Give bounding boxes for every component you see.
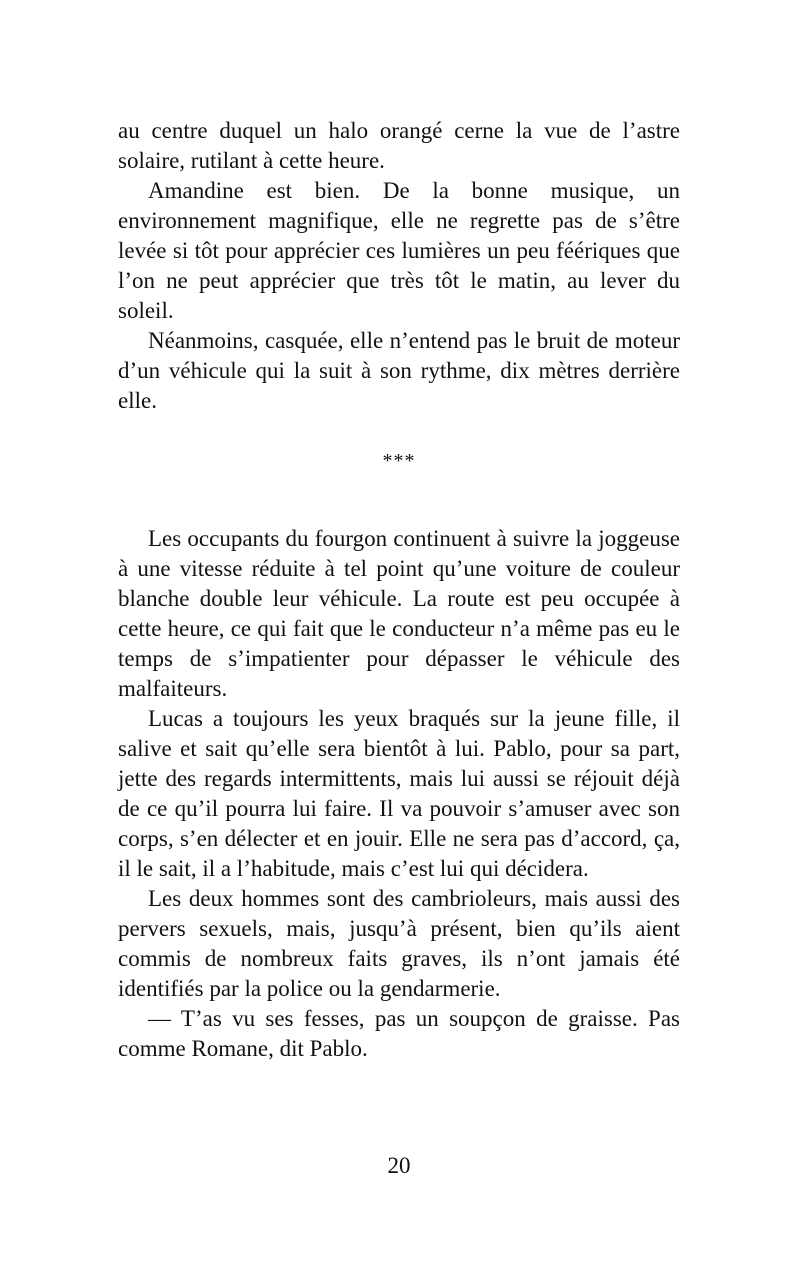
paragraph-5: Lucas a toujours les yeux braqués sur la jeune fille, il salive et sait qu’elle sera bientôt à lui. Pablo, pour sa part, jette des regards intermittents, mais lui aussi se réjouit déjà de ce qu’il pourra lui faire. Il va pouvoir s’amuser avec son corps, s’en délecter et en jouir. Elle ne sera pas d’accord, ça, il le sait, il a l’habitude, mais c’est lui qui décidera. [118,706,680,881]
page-number: 20 [387,1153,411,1178]
paragraph-6: Les deux hommes sont des cambrioleurs, mais aussi des pervers sexuels, mais, jusqu’à présent, bien qu’ils aient commis de nombreux faits graves, ils n’ont jamais été identifiés par la police ou la gendarmerie. [118,886,680,1001]
paragraph-7-dialogue: — T’as vu ses fesses, pas un soupçon de graisse. Pas comme Romane, dit Pablo. [118,1006,680,1061]
page-text-block [118,116,680,1064]
paragraph-4: Les occupants du fourgon continuent à suivre la joggeuse à une vitesse réduite à tel point qu’une voiture de couleur blanche double leur véhicule. La route est peu occupée à cette heure, ce qui fait que le conducteur n’a même pas eu le temps de s’impatienter pour dépasser le véhicule des malfaiteurs. [118,526,680,701]
scene-break: *** [382,450,416,472]
paragraph-1: au centre duquel un halo orangé cerne la vue de l’astre solaire, rutilant à cette heure. [118,118,680,173]
scene-break-spacer [118,476,680,524]
paragraph-2: Amandine est bien. De la bonne musique, un environnement magnifique, elle ne regrette pas de s’être levée si tôt pour apprécier ces lumières un peu féériques que l’on ne peut apprécier que très tôt le matin, au lever du soleil. [118,178,680,323]
paragraph-3: Néanmoins, casquée, elle n’entend pas le bruit de moteur d’un véhicule qui la suit à son rythme, dix mètres derrière elle. [118,328,680,413]
